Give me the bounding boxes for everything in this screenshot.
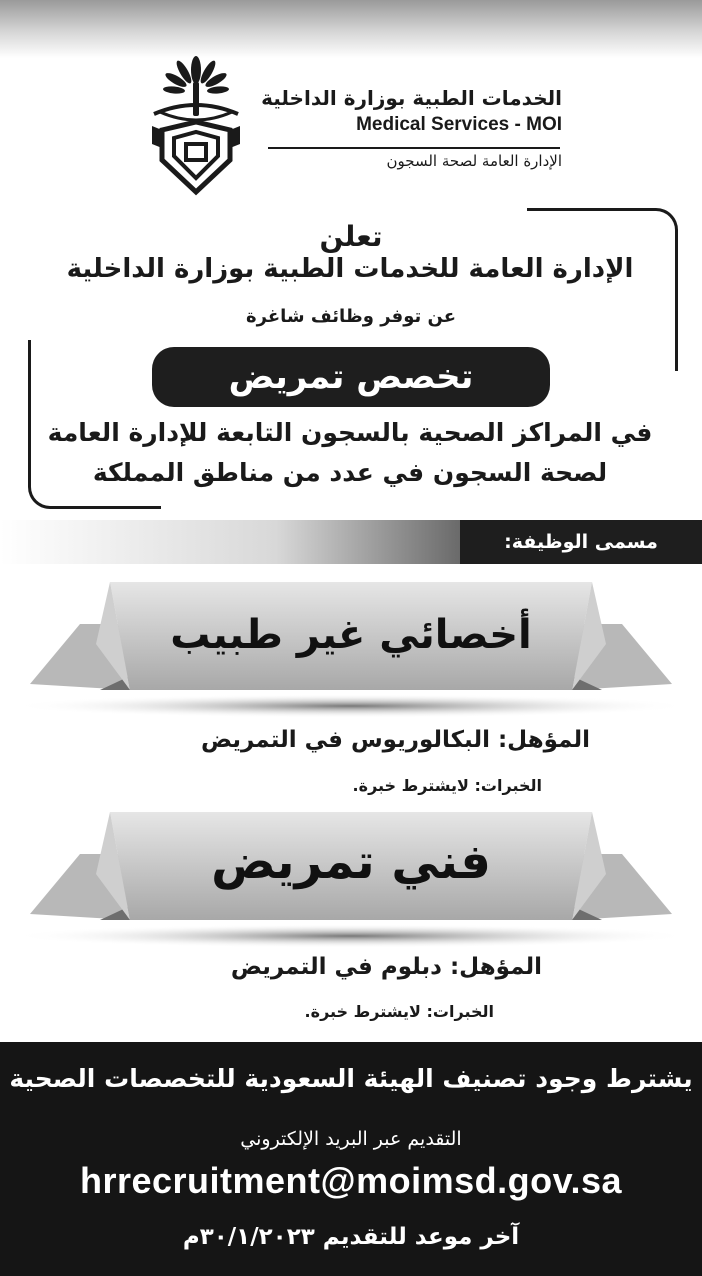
specialty-label: تخصص تمريض	[228, 357, 474, 397]
application-email[interactable]: hrrecruitment@moimsd.gov.sa	[79, 1160, 623, 1201]
job-ribbon-1	[0, 572, 702, 722]
specialty-pill	[152, 347, 550, 407]
header-divider	[268, 147, 560, 149]
job-title-2: فني تمريض	[211, 834, 491, 890]
application-deadline: آخر موعد للتقديم ٣٠/١/٢٠٢٣م	[182, 1224, 520, 1250]
job-title-1: أخصائي غير طبيب	[170, 612, 532, 658]
classification-requirement: يشترط وجود تصنيف الهيئة السعودية للتخصصات الصحية	[9, 1064, 693, 1093]
location-line-1: في المراكز الصحية بالسجون التابعة للإدارة العامة	[47, 418, 653, 447]
job-title-label: مسمى الوظيفة:	[504, 531, 658, 553]
job-title-fade-line	[0, 520, 460, 564]
announce-heading: تعلن	[319, 220, 383, 253]
vacancy-text: عن توفر وظائف شاغرة	[246, 306, 456, 327]
job-ribbon-2	[0, 800, 702, 950]
job-title-label-bar	[460, 520, 702, 564]
palm-tree-emblem-icon	[140, 52, 252, 202]
org-subtitle-arabic: الإدارة العامة لصحة السجون	[386, 152, 562, 170]
org-name-arabic: الخدمات الطبية بوزارة الداخلية	[261, 86, 562, 110]
top-gradient-band	[0, 0, 702, 58]
apply-via-email-label: التقديم عبر البريد الإلكتروني	[240, 1128, 462, 1150]
experience-2: الخبرات: لايشترط خبرة.	[304, 1002, 494, 1021]
location-line-2: لصحة السجون في عدد من مناطق المملكة	[92, 458, 608, 487]
org-name-english: Medical Services - MOI	[356, 114, 562, 135]
qualification-2: المؤهل: دبلوم في التمريض	[230, 954, 542, 980]
qualification-1: المؤهل: البكالوريوس في التمريض	[200, 727, 590, 753]
experience-1: الخبرات: لايشترط خبرة.	[352, 776, 542, 795]
announcer-name: الإدارة العامة للخدمات الطبية بوزارة الداخلية	[66, 254, 634, 284]
